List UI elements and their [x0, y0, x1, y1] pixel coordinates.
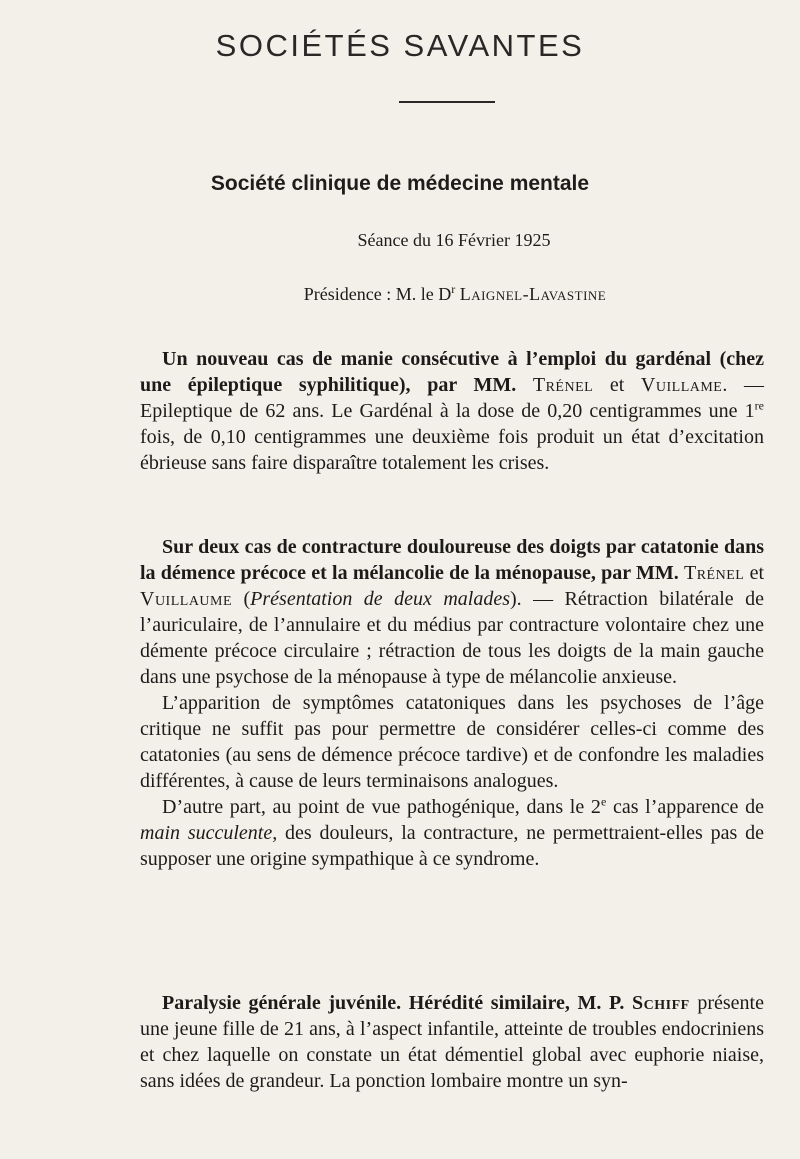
article-3-text: présente une jeune fille de 21 ans, à l’aspect infantile, atteinte de troubles endocriniens et chez laquelle on constate un état démentiel global avec euphorie niaise, sans idées de grandeur. La ponction lombaire montre un syn-: [140, 992, 764, 1092]
article-1-author-2: Vuillame: [640, 374, 723, 396]
article-1-title: Un nouveau cas de manie consécutive à l’emploi du gardénal (chez une épileptique syphilitique), par MM.: [140, 348, 764, 396]
article-2-para3-a: D’autre part, au point de vue pathogénique, dans le 2: [162, 796, 601, 818]
article-2-presentation: Présentation de deux malades: [250, 588, 510, 610]
article-1-and: et: [593, 374, 641, 396]
running-head: SOCIÉTÉS SAVANTES: [215, 28, 585, 63]
article-3-paragraph: [140, 990, 764, 1094]
presidence-line: [0, 284, 800, 305]
presidence-dr-sup: r: [451, 282, 456, 296]
article-1-text-a: . — Epileptique de 62 ans. Le Gardénal à la dose de 0,20 centigrammes une 1: [140, 374, 764, 422]
presidence-label: Présidence : M. le D: [303, 284, 452, 304]
article-2: [140, 534, 764, 872]
article-1: [140, 346, 764, 476]
article-2-pres-open: (: [232, 588, 251, 610]
article-1-paragraph: [140, 346, 764, 476]
presidence-name: Laignel-Lavastine: [459, 284, 607, 304]
article-2-author-1: Trénel: [684, 562, 745, 584]
article-2-and: et: [744, 562, 765, 584]
article-2-title: Sur deux cas de contracture douloureuse des doigts par catatonie dans la démence précoce et la mélancolie de la ménopause, par MM.: [140, 536, 764, 584]
seance-date: Séance du 16 Février 1925: [357, 230, 551, 250]
article-3-author: Schiff: [632, 992, 690, 1014]
title-rule: [399, 101, 495, 103]
article-2-para3-c: des douleurs, la contracture, ne permettraient-elles pas de supposer une origine sympathique à ce syndrome.: [140, 822, 765, 870]
article-1-author-1: Trénel: [532, 374, 594, 396]
article-2-paragraph-2: L’apparition de symptômes catatoniques dans les psychoses de l’âge critique ne suffit pas pour permettre de considérer celles-ci comme des catatonies (au sens de démence précoce tardive) et de confondre les maladies différentes, à cause de leurs terminaisons analogues.: [140, 692, 764, 792]
article-2-para3-b: cas l’apparence de: [606, 796, 765, 818]
society-title: Société clinique de médecine mentale: [210, 172, 590, 195]
article-2-para3-italic: main succulente,: [140, 822, 278, 844]
article-2-text-1: ). — Rétraction bilatérale de l’auriculaire, de l’annulaire et du médius par contracture volontaire chez une démente précoce circulaire ; rétraction de tous les doigts de la main gauche dans une psychose de la ménopause à type de mélancolie anxieuse.: [140, 588, 764, 688]
article-2-author-2: Vuillaume: [140, 588, 233, 610]
article-3: [140, 990, 764, 1094]
article-2-paragraph-1: [140, 534, 764, 690]
article-3-title: Paralysie générale juvénile. Hérédité similaire, M. P.: [162, 992, 625, 1014]
article-1-sup: re: [754, 398, 764, 413]
article-2-paragraph-3: [140, 794, 764, 872]
article-2-para3-sup: e: [600, 794, 607, 809]
article-1-text-b: fois, de 0,10 centigrammes une deuxième fois produit un état d’excitation ébrieuse sans faire disparaître totalement les crises.: [140, 426, 764, 474]
